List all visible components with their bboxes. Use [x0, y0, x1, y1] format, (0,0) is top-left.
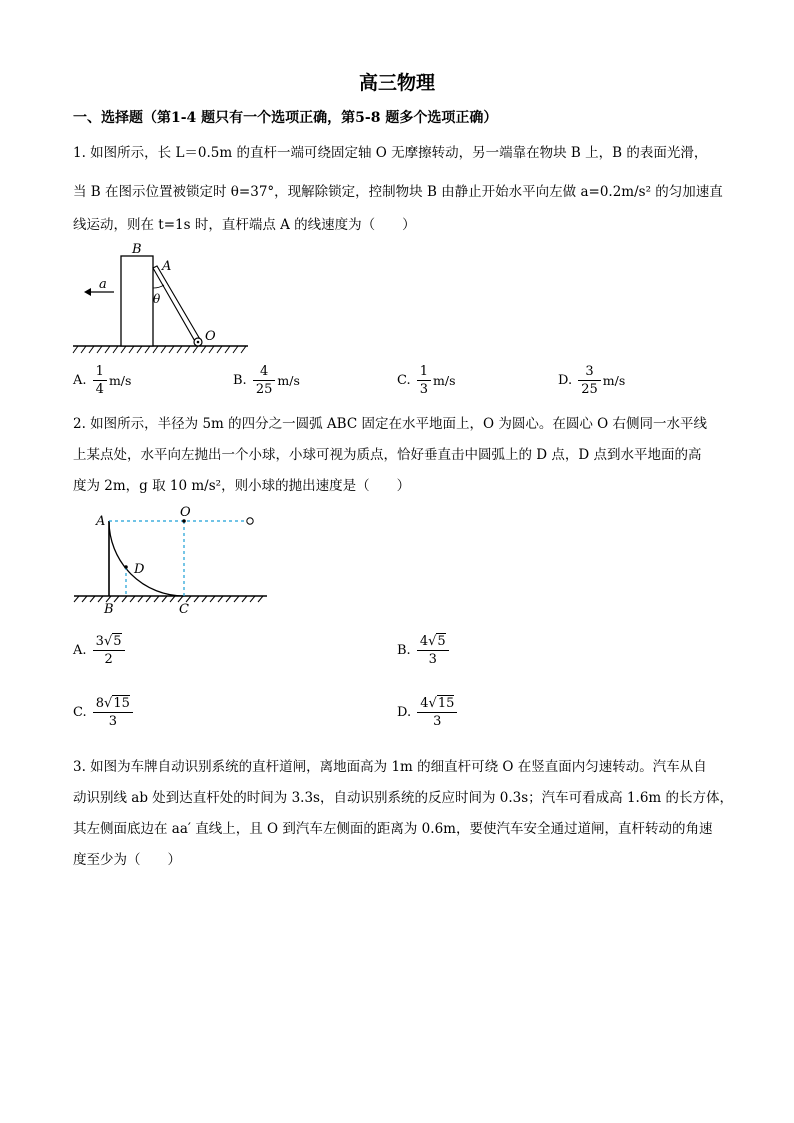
q1-option-c-fraction: $\frac{1}{3}$: [417, 363, 431, 398]
q2-option-b[interactable]: B. $\frac{4√5}{3}$: [397, 633, 451, 668]
q2-text-line-2: 上某点处，水平向左抛出一个小球，小球可视为质点，恰好垂直击中圆弧上的 D 点，D 点到水平地面的高: [73, 447, 702, 463]
q1-option-d-fraction: $\frac{3}{25}$: [578, 363, 601, 398]
q1-fig-label-B: B: [132, 242, 142, 257]
q2-fig-label-O: O: [180, 505, 191, 520]
q2-option-c[interactable]: C. $\frac{8√15}{3}$: [73, 695, 135, 730]
q2-fig-label-A: A: [96, 514, 106, 529]
q2-option-a-fraction: $\frac{3√5}{2}$: [93, 633, 125, 668]
q2-option-d[interactable]: D. $\frac{4√15}{3}$: [397, 695, 459, 730]
q2-fig-label-D: D: [134, 562, 145, 577]
q1-text-line-1: 1. 如图所示，长 L＝0.5m 的直杆一端可绕固定轴 O 无摩擦转动，另一端靠在物块 B 上，B 的表面光滑，: [73, 145, 708, 161]
q2-fig-label-C: C: [179, 602, 189, 617]
q2-text-line-1: 2. 如图所示，半径为 5m 的四分之一圆弧 ABC 固定在水平地面上，O 为圆心。在圆心 O 右侧同一水平线: [73, 416, 707, 432]
q1-fig-label-O: O: [205, 329, 216, 344]
q3-text-line-4: 度至少为（ ）: [73, 852, 181, 868]
q1-fig-label-A: A: [162, 259, 172, 274]
page-title: 高三物理: [358, 72, 435, 94]
q2-option-b-fraction: $\frac{4√5}{3}$: [417, 633, 449, 668]
q2-option-c-fraction: $\frac{8√15}{3}$: [93, 695, 133, 730]
q1-text-line-2: 当 B 在图示位置被锁定时 θ=37°，现解除锁定，控制物块 B 由静止开始水平向左做 a=0.2m/s² 的匀加速直: [73, 184, 723, 200]
q2-text-line-3: 度为 2m，g 取 10 m/s²，则小球的抛出速度是（ ）: [73, 478, 411, 494]
q2-option-d-fraction: $\frac{4√15}{3}$: [417, 695, 457, 730]
q1-option-b[interactable]: B. $\frac{4}{25}$ m/s: [233, 364, 300, 397]
q1-option-d[interactable]: D. $\frac{3}{25}$ m/s: [558, 364, 626, 397]
q1-fig-label-theta: θ: [153, 292, 161, 306]
q1-fig-label-a: a: [99, 277, 107, 292]
q1-figure: [70, 236, 255, 358]
section-heading: 一、选择题（第1-4 题只有一个选项正确，第5-8 题多个选项正确）: [73, 110, 498, 126]
q1-option-a[interactable]: A. $\frac{1}{4}$ m/s: [73, 364, 132, 397]
q3-text-line-3: 其左侧面底边在 aa′ 直线上，且 O 到汽车左侧面的距离为 0.6m，要使汽车安全通过道闸，直杆转动的角速: [73, 821, 713, 837]
q2-fig-label-B: B: [104, 602, 114, 617]
q1-option-c[interactable]: C. $\frac{1}{3}$ m/s: [397, 364, 456, 397]
q1-option-b-fraction: $\frac{4}{25}$: [253, 363, 276, 398]
q1-text-line-3: 线运动，则在 t=1s 时，直杆端点 A 的线速度为（ ）: [73, 217, 416, 233]
q3-text-line-1: 3. 如图为车牌自动识别系统的直杆道闸，离地面高为 1m 的细直杆可绕 O 在竖直面内匀速转动。汽车从自: [73, 759, 707, 775]
q2-option-a[interactable]: A. $\frac{3√5}{2}$: [73, 633, 127, 668]
q1-option-a-fraction: $\frac{1}{4}$: [93, 363, 107, 398]
q2-figure: [70, 502, 270, 617]
q3-text-line-2: 动识别线 ab 处到达直杆处的时间为 3.3s，自动识别系统的反应时间为 0.3s；汽车可看成高 1.6m 的长方体，: [73, 790, 734, 806]
